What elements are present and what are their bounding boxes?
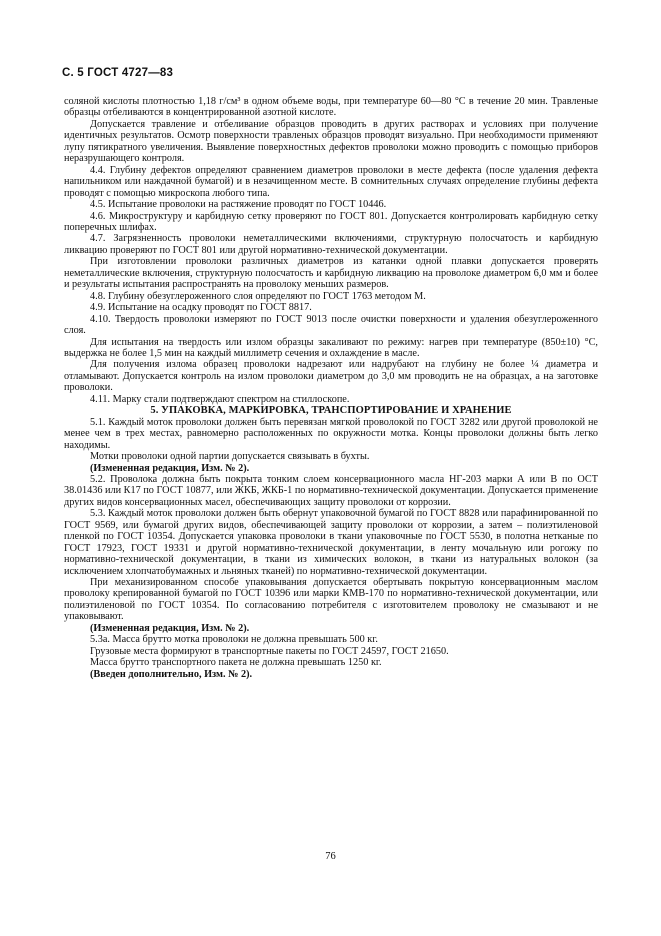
section-4-text: [64, 96, 598, 405]
paragraph: 4.9. Испытание на осадку проводят по ГОСТ 8817.: [90, 302, 312, 314]
paragraph: (Измененная редакция, Изм. № 2).: [90, 462, 250, 474]
paragraph: 5.2. Проволока должна быть покрыта тонким слоем консервационного масла НГ-203 марки А или В по ОСТ 38.01436 или К17 по ГОСТ 10877, или ЖКБ, ЖКБ-1 по нормативно-технической документации. Допускается применение других видов консервационных масел, обеспечивающих защиту проволоки от коррозии.: [64, 473, 598, 508]
body-text: [64, 96, 598, 680]
paragraph: Допускается травление и отбеливание образцов проводить в других растворах и условиях при получение идентичных результатов. Осмотр поверхности травленых образцов проводят визуально. При необходимости применяют лупу пятикратного увеличения. Выявление поверхностных дефектов проволоки можно проводить с помощью приборов неразрушающего контроля.: [64, 118, 598, 165]
paragraph: 5.3. Каждый моток проволоки должен быть обернут упаковочной бумагой по ГОСТ 8828 или парафинированной по ГОСТ 9569, или бумагой других видов, обеспечивающей защиту проволоки от коррозии, а затем – полиэтиленовой пленкой по ГОСТ 10354. Допускается упаковка проволоки в ткани упаковочные по ГОСТ 5530, в полотна нетканые по ГОСТ 17923, ГОСТ 19331 и другой нормативно-технической документации, в ленту мочальную или рогожу по нормативно-технической документации, в ткани из химических волокон, в ткани из натуральных волокон (за исключением хлопчатобумажных и льняных тканей) по нормативно-технической документации.: [64, 508, 598, 577]
page-header: С. 5 ГОСТ 4727—83: [62, 67, 174, 79]
paragraph: (Измененная редакция, Изм. № 2).: [90, 622, 250, 634]
paragraph: 4.4. Глубину дефектов определяют сравнением диаметров проволоки в месте дефекта (после удаления дефекта напильником или наждачной бумагой) и в незачищенном месте. В сомнительных случаях определение глубины дефекта проводят с помощью микроскопа любого типа.: [64, 164, 598, 199]
paragraph: 5.3а. Масса брутто мотка проволоки не должна превышать 500 кг.: [90, 634, 378, 646]
page-number: 76: [325, 851, 336, 862]
paragraph: Масса брутто транспортного пакета не должна превышать 1250 кг.: [90, 657, 382, 669]
paragraph: Для получения излома образец проволоки надрезают или надрубают на глубину не более ¼ диаметра и отламывают. Допускается контроль на излом проволоки диаметром до 3,0 мм проводить не на образцах, а на заготовке проволоки.: [64, 359, 598, 394]
paragraph: соляной кислоты плотностью 1,18 г/см³ в одном объеме воды, при температуре 60—80 °С в течение 20 мин. Травленые образцы отбеливаются в концентрированной азотной кислоте.: [64, 96, 598, 119]
paragraph: 4.5. Испытание проволоки на растяжение проводят по ГОСТ 10446.: [90, 199, 387, 211]
paragraph: 4.11. Марку стали подтверждают спектром на стиллоскопе.: [90, 393, 350, 405]
paragraph: Мотки проволоки одной партии допускается связывать в бухты.: [90, 451, 370, 463]
paragraph: 4.7. Загрязненность проволоки неметаллическими включениями, структурную полосчатость и карбидную ликвацию проверяют по ГОСТ 801 или другой нормативно-технической документации.: [64, 233, 598, 256]
paragraph: 4.6. Микроструктуру и карбидную сетку проверяют по ГОСТ 801. Допускается контролировать карбидную сетку поперечных шлифах.: [64, 210, 598, 233]
paragraph: 5.1. Каждый моток проволоки должен быть перевязан мягкой проволокой по ГОСТ 3282 или другой проволокой не менее чем в трех местах, равномерно расположенных по окружности мотка. Концы проволоки должны быть легко находимы.: [64, 416, 598, 451]
paragraph: При изготовлении проволоки различных диаметров из катанки одной плавки допускается проверять неметаллические включения, структурную полосчатость и карбидную ликвацию на проволоке диаметром 6,0 мм и более и результаты испытания распространять на проволоку меньших размеров.: [64, 256, 598, 291]
section-title: 5. УПАКОВКА, МАРКИРОВКА, ТРАНСПОРТИРОВАНИЕ И ХРАНЕНИЕ: [150, 405, 512, 417]
paragraph: Грузовые места формируют в транспортные пакеты по ГОСТ 24597, ГОСТ 21650.: [90, 645, 449, 657]
paragraph: 4.8. Глубину обезуглероженного слоя определяют по ГОСТ 1763 методом М.: [90, 290, 426, 302]
paragraph: 4.10. Твердость проволоки измеряют по ГОСТ 9013 после очистки поверхности и удаления обезуглероженного слоя.: [64, 313, 598, 337]
paragraph: При механизированном способе упаковывания допускается обертывать покрытую консервационным маслом проволоку крепированной бумагой по ГОСТ 10396 или марки КМВ-170 по нормативно-технической документации, или полиэтиленовой по ГОСТ 10354. По согласованию потребителя с изготовителем проволоку не смазывают и не упаковывают.: [64, 577, 598, 623]
section-5-text: [64, 417, 598, 680]
paragraph: Для испытания на твердость или излом образцы закаливают по режиму: нагрев при температуре (850±10) °С, выдержка не более 1,5 мин на каждый миллиметр сечения и охлаждение в масле.: [64, 336, 598, 359]
paragraph: (Введен дополнительно, Изм. № 2).: [90, 668, 253, 680]
